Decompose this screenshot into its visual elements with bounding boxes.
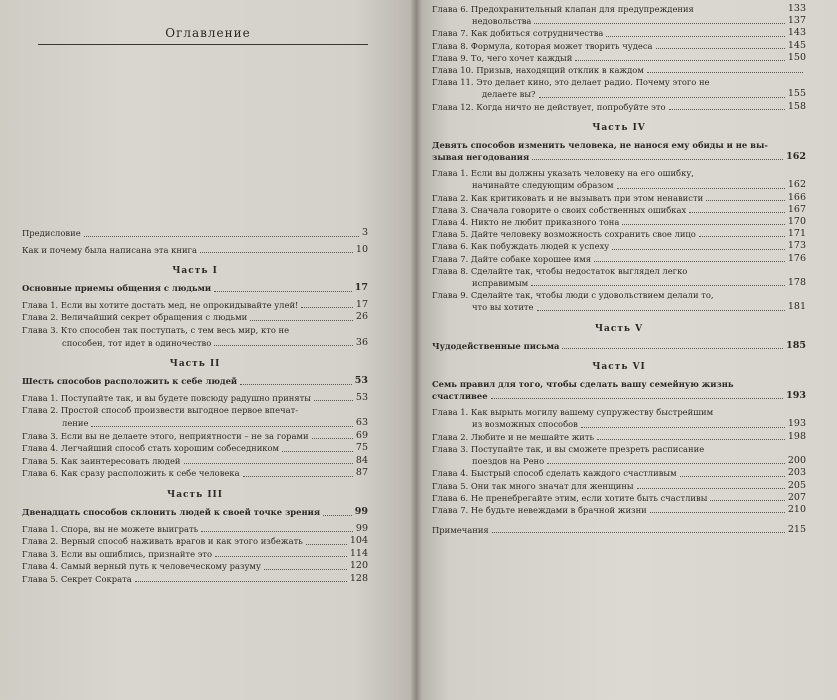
left-toc-column [22,227,368,585]
dot-leader [243,476,353,477]
entry-label: зывая негодования [432,152,530,163]
entry-label: Глава 3. Сначала говорите о своих собственных ошибках [432,204,687,215]
dot-leader [647,72,803,73]
chapter-entry[interactable] [432,167,806,179]
page-number: 198 [787,430,806,442]
chapter-entry[interactable] [432,406,806,418]
entry-label: способен, тот идет в одиночество [62,337,212,348]
page-number: 53 [355,391,368,403]
dot-leader [575,60,785,61]
page-number: 170 [787,216,806,228]
page-number: 158 [787,100,806,112]
dot-leader [84,236,359,237]
page-number: 210 [787,503,806,515]
page-number: 84 [355,454,368,466]
entry-label: Глава 5. Дайте человеку возможность сохранить свое лицо [432,229,696,240]
page-number: 178 [787,277,806,289]
section-entry-continued[interactable] [432,151,806,163]
page-number: 69 [355,429,368,441]
entry-label: из возможных способов [472,419,578,430]
chapter-entry[interactable] [432,76,806,88]
entry-label: Глава 2. Как критиковать и не вызывать при этом ненависти [432,192,704,203]
chapter-entry[interactable] [22,442,368,455]
page-number: 75 [355,442,368,454]
page-number: 193 [787,418,806,430]
dot-leader [581,427,785,428]
entry-label: Глава 3. Если вы ошиблись, признайте это [22,548,213,559]
chapter-entry-continued[interactable] [432,277,806,289]
page-number: 162 [787,179,806,191]
right-page [416,0,837,700]
chapter-entry[interactable] [432,40,806,52]
part-heading: Часть II [169,359,221,370]
entry-label: Предисловие [22,228,81,238]
chapter-entry[interactable] [432,467,806,479]
dot-leader [91,426,353,427]
dot-leader [650,512,785,513]
section-entry-continued[interactable] [432,390,806,402]
dot-leader [680,476,785,477]
chapter-entry[interactable] [22,392,368,405]
entry-label: Глава 4. Быстрый способ сделать каждого счастливым [432,468,677,479]
dot-leader [184,463,353,464]
page-number: 143 [787,27,806,39]
dot-leader [597,439,785,440]
page-number: 176 [787,252,806,264]
entry-label: поездов на Рено [472,456,545,467]
dot-leader [264,569,347,570]
entry-label: Глава 4. Самый верный путь к человеческому разуму [22,561,261,572]
dot-leader [710,500,784,501]
chapter-entry[interactable] [432,504,806,516]
page-number: 203 [787,467,806,479]
entry-label: Основные приемы общения с людьми [22,283,212,294]
page-number: 155 [787,88,806,100]
entry-label: Глава 1. Спора, вы не можете выиграть [22,523,199,534]
right-toc-column [432,3,806,536]
entry-label: Глава 2. Верный способ наживать врагов и как этого избежать [22,536,303,547]
entry-label: Глава 6. Не пренебрегайте этим, если хотите быть счастливы [432,492,708,503]
chapter-entry-continued[interactable] [432,455,806,467]
dot-leader [301,307,352,308]
dot-leader [531,285,785,286]
entry-label: счастливее [432,391,488,402]
chapter-entry[interactable] [432,204,806,216]
entry-label: Глава 1. Если вы должны указать человеку на его ошибку, [432,168,694,179]
entry-label: Глава 8. Сделайте так, чтобы недостаток выглядел легко [432,265,688,276]
page-number: 166 [787,191,806,203]
page-number: 215 [787,524,806,536]
section-entry[interactable] [22,506,368,519]
dot-leader [201,531,353,532]
chapter-entry-continued[interactable] [432,301,806,313]
section-entry[interactable] [432,139,806,151]
entry-label: Глава 2. Простой способ произвести выгодное первое впечат- [22,405,299,416]
page-number: 87 [355,467,368,479]
page-number: 10 [355,243,368,255]
page-number: 36 [355,336,368,348]
page-number: 120 [349,560,368,572]
part-heading: Часть VI [592,361,646,372]
page-number: 137 [787,15,806,27]
dot-leader [537,310,785,311]
toc-entry[interactable] [22,227,368,240]
left-page [0,0,416,700]
entry-label: Глава 10. Призыв, находящий отклик в каждом [432,65,644,76]
page-number: 99 [355,522,368,534]
dot-leader [612,249,785,250]
chapter-entry[interactable] [22,523,368,536]
notes-entry[interactable] [432,524,806,536]
dot-leader [689,212,785,213]
entry-label: Глава 6. Предохранительный клапан для предупреждения [432,4,694,14]
entry-label: Двенадцать способов склонить людей к своей точке зрения [22,506,321,517]
dot-leader [214,345,353,346]
dot-leader [669,109,785,110]
chapter-entry[interactable] [432,240,806,252]
entry-label: Глава 3. Поступайте так, и вы сможете презреть расписание [432,443,705,454]
dot-leader [606,36,784,37]
section-entry[interactable] [22,282,368,295]
chapter-entry-continued[interactable] [432,88,806,100]
chapter-entry[interactable] [432,101,806,113]
chapter-entry[interactable] [432,216,806,228]
page-number: 200 [787,455,806,467]
chapter-entry-continued[interactable] [432,418,806,430]
part-heading: Часть IV [592,122,646,133]
entry-label: Глава 3. Если вы не делаете этого, неприятности – не за горами [22,430,309,441]
dot-leader [562,348,783,349]
page-number: 26 [355,311,368,323]
entry-label: Глава 2. Любите и не мешайте жить [432,431,595,442]
chapter-entry[interactable] [432,228,806,240]
page-number: 185 [786,339,806,351]
dot-leader [532,159,783,160]
entry-label: Глава 7. Как добиться сотрудничества [432,28,604,39]
page-number: 63 [355,416,368,428]
entry-label: Глава 2. Величайший секрет обращения с людьми [22,312,248,323]
dot-leader [492,532,785,533]
entry-label: Глава 4. Легчайший способ стать хорошим собеседником [22,443,280,454]
chapter-entry[interactable] [432,265,806,277]
chapter-entry[interactable] [22,311,368,324]
entry-label: Глава 3. Кто способен так поступать, с тем весь мир, кто не [22,324,290,335]
page-number: 207 [787,491,806,503]
chapter-entry[interactable] [22,548,368,561]
chapter-entry-continued[interactable] [432,179,806,191]
dot-leader [306,544,347,545]
dot-leader [637,488,785,489]
entry-label: Глава 4. Никто не любит приказного тона [432,217,620,228]
page-number: 17 [355,298,368,310]
page-number: 114 [349,547,368,559]
dot-leader [622,224,785,225]
dot-leader [656,48,785,49]
entry-label: Глава 1. Как вырыть могилу вашему супружеству быстрейшим [432,407,714,418]
chapter-entry[interactable] [432,27,806,39]
toc-entry[interactable] [22,244,368,257]
chapter-entry[interactable] [22,455,368,468]
dot-leader [594,261,785,262]
entry-label: исправимым [472,278,529,289]
page-number: 171 [787,228,806,240]
chapter-entry-continued[interactable] [22,337,368,350]
dot-leader [534,23,784,24]
dot-leader [282,451,353,452]
section-entry[interactable] [22,375,368,388]
entry-label: Глава 7. Дайте собаке хорошее имя [432,253,592,264]
entry-label: Глава 7. Не будьте невеждами в брачной жизни [432,504,647,515]
dot-leader [314,400,353,401]
page-number: 133 [787,3,806,14]
entry-label: Глава 11. Это делает кино, это делает радио. Почему этого не [432,77,710,88]
entry-label: ление [62,417,89,428]
chapter-entry[interactable] [432,3,806,15]
entry-label: недовольства [472,16,532,27]
chapter-entry[interactable] [432,192,806,204]
section-entry[interactable] [432,340,806,352]
chapter-entry-continued[interactable] [432,15,806,27]
entry-label: Глава 9. То, чего хочет каждый [432,52,573,63]
toc-title: Оглавление [165,26,251,40]
entry-label: Глава 8. Формула, которая может творить чудеса [432,40,653,51]
dot-leader [491,398,784,399]
dot-leader [250,320,353,321]
chapter-entry[interactable] [22,467,368,480]
dot-leader [312,438,353,439]
entry-label: начинайте следующим образом [472,180,614,191]
chapter-entry[interactable] [432,253,806,265]
entry-label: Как и почему была написана эта книга [22,244,197,255]
chapter-entry[interactable] [432,289,806,301]
entry-label: Глава 5. Секрет Сократа [22,573,132,584]
entry-label: Чудодейственные письма [432,340,560,351]
chapter-entry-continued[interactable] [22,417,368,430]
part-heading: Часть III [167,489,223,500]
page-number: 162 [786,151,806,163]
entry-label: что вы хотите [472,302,534,313]
entry-label: Глава 9. Сделайте так, чтобы люди с удовольствием делали то, [432,290,714,301]
chapter-entry[interactable] [432,480,806,492]
page-number: 150 [787,51,806,63]
chapter-entry[interactable] [432,431,806,443]
page-number: 205 [787,479,806,491]
chapter-entry[interactable] [432,492,806,504]
dot-leader [214,291,352,292]
entry-label: Глава 6. Как сразу расположить к себе человека [22,468,240,479]
dot-leader [240,384,352,385]
dot-leader [323,515,352,516]
dot-leader [135,581,347,582]
page-number: 128 [349,572,368,584]
page-number: 53 [354,375,368,387]
entry-label: Примечания [432,525,489,536]
page-number: 167 [787,203,806,215]
chapter-entry[interactable] [22,560,368,573]
entry-label: Глава 1. Поступайте так, и вы будете повсюду радушно приняты [22,392,311,403]
chapter-entry[interactable] [432,52,806,64]
chapter-entry[interactable] [22,404,368,417]
page-number: 17 [354,282,368,294]
section-entry[interactable] [432,378,806,390]
entry-label: Глава 1. Если вы хотите достать мед, не опрокидывайте улей! [22,299,299,310]
chapter-entry[interactable] [22,324,368,337]
chapter-entry[interactable] [22,299,368,312]
chapter-entry[interactable] [22,535,368,548]
title-rule [38,44,368,45]
dot-leader [547,463,785,464]
entry-label: Глава 5. Как заинтересовать людей [22,455,181,466]
page-number: 181 [787,301,806,313]
dot-leader [200,252,353,253]
dot-leader [706,200,785,201]
entry-label: Глава 12. Когда ничто не действует, попробуйте это [432,101,666,112]
part-heading: Часть V [594,323,644,334]
chapter-entry[interactable] [432,443,806,455]
page-number: 193 [786,390,806,402]
entry-label: делаете вы? [482,89,536,100]
page-number: 173 [787,240,806,252]
chapter-entry[interactable] [22,430,368,443]
dot-leader [699,236,785,237]
book-gutter [410,0,422,700]
entry-label: Шесть способов расположить к себе людей [22,376,238,387]
page-number: 99 [354,505,368,517]
entry-label: Семь правил для того, чтобы сделать вашу семейную жизнь [432,378,734,389]
entry-label: Глава 5. Они так много значат для женщины [432,480,634,491]
entry-label: Девять способов изменить человека, не нанося ему обиды и не вы- [432,139,768,150]
page-number: 104 [349,535,368,547]
dot-leader [539,97,785,98]
dot-leader [617,188,785,189]
chapter-entry[interactable] [22,573,368,586]
entry-label: Глава 6. Как побуждать людей к успеху [432,241,610,252]
page-number: 145 [787,39,806,51]
dot-leader [215,556,347,557]
chapter-entry[interactable] [432,64,806,76]
part-heading: Часть I [172,266,218,277]
page-number: 3 [361,227,368,238]
